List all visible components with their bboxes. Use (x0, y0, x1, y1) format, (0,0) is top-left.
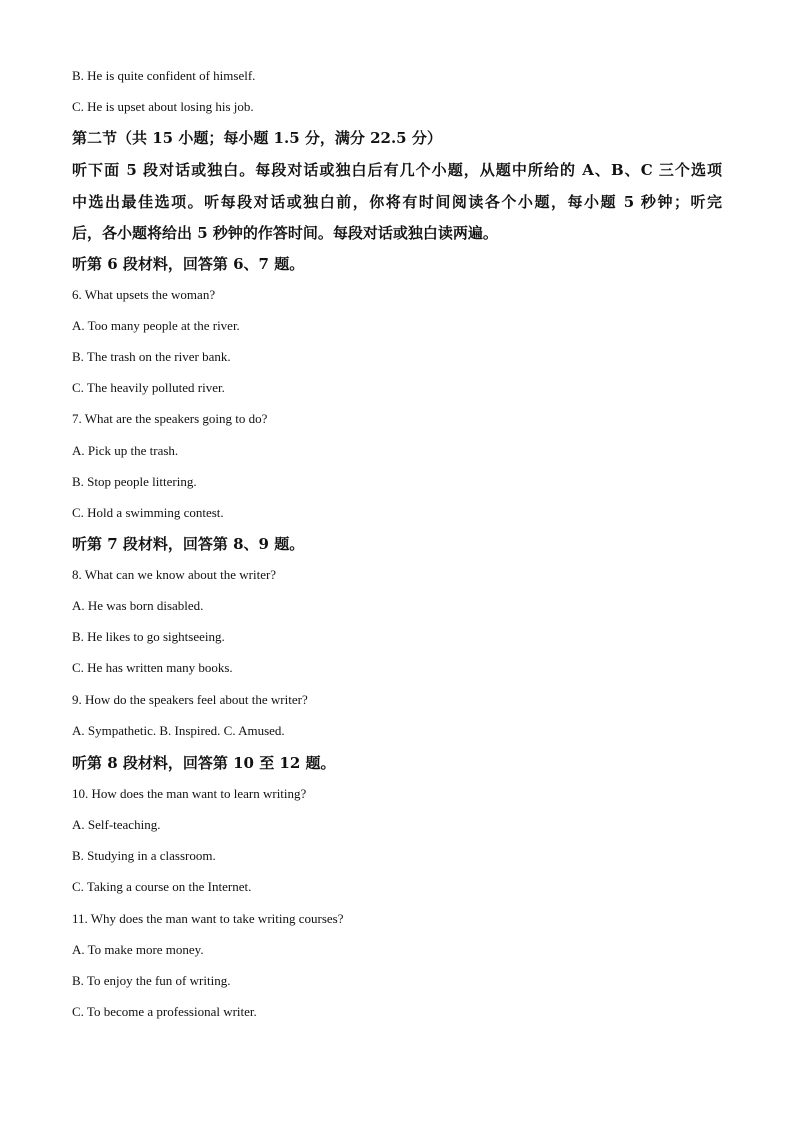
q10-option-a: A. Self-teaching. (72, 817, 161, 832)
q8-option-a: A. He was born disabled. (72, 598, 204, 613)
q6-stem: 6. What upsets the woman? (72, 287, 216, 302)
q8-stem: 8. What can we know about the writer? (72, 567, 277, 582)
q7-option-a: A. Pick up the trash. (72, 443, 179, 458)
q8-option-c: C. He has written many books. (72, 660, 233, 675)
passage8-heading: 听第 8 段材料，回答第 10 至 12 题。 (72, 754, 336, 772)
q7-option-c: C. Hold a swimming contest. (72, 505, 224, 520)
q6-option-b: B. The trash on the river bank. (72, 349, 231, 364)
q8-option-b: B. He likes to go sightseeing. (72, 629, 225, 644)
instruction-line-1: 听下面 5 段对话或独白。每段对话或独白后有几个小题，从题中所给的 A、B、C 三个选项 (72, 161, 722, 179)
instruction-line-2: 中选出最佳选项。听每段对话或独白前，你将有时间阅读各个小题，每小题 5 秒钟；听完 (72, 192, 722, 211)
q6-option-a: A. Too many people at the river. (72, 318, 240, 333)
q11-stem: 11. Why does the man want to take writing courses? (72, 911, 344, 926)
q10-stem: 10. How does the man want to learn writing? (72, 786, 307, 801)
q11-option-c: C. To become a professional writer. (72, 1004, 257, 1019)
q9-stem: 9. How do the speakers feel about the writer? (72, 692, 308, 707)
q5-option-b: B. He is quite confident of himself. (72, 68, 256, 83)
q10-option-c: C. Taking a course on the Internet. (72, 879, 252, 894)
passage6-heading: 听第 6 段材料，回答第 6、7 题。 (72, 255, 305, 273)
q9-options: A. Sympathetic. B. Inspired. C. Amused. (72, 723, 285, 738)
q5-option-c: C. He is upset about losing his job. (72, 99, 254, 114)
q6-option-c: C. The heavily polluted river. (72, 380, 225, 395)
q7-option-b: B. Stop people littering. (72, 474, 197, 489)
q11-option-b: B. To enjoy the fun of writing. (72, 973, 231, 988)
q7-stem: 7. What are the speakers going to do? (72, 411, 268, 426)
passage7-heading: 听第 7 段材料，回答第 8、9 题。 (72, 535, 305, 553)
instruction-line-3: 后，各小题将给出 5 秒钟的作答时间。每段对话或独白读两遍。 (72, 224, 498, 242)
section2-title: 第二节（共 15 小题；每小题 1.5 分，满分 22.5 分） (72, 129, 442, 147)
section2-instructions (72, 161, 722, 256)
q10-option-b: B. Studying in a classroom. (72, 848, 216, 863)
q11-option-a: A. To make more money. (72, 942, 204, 957)
